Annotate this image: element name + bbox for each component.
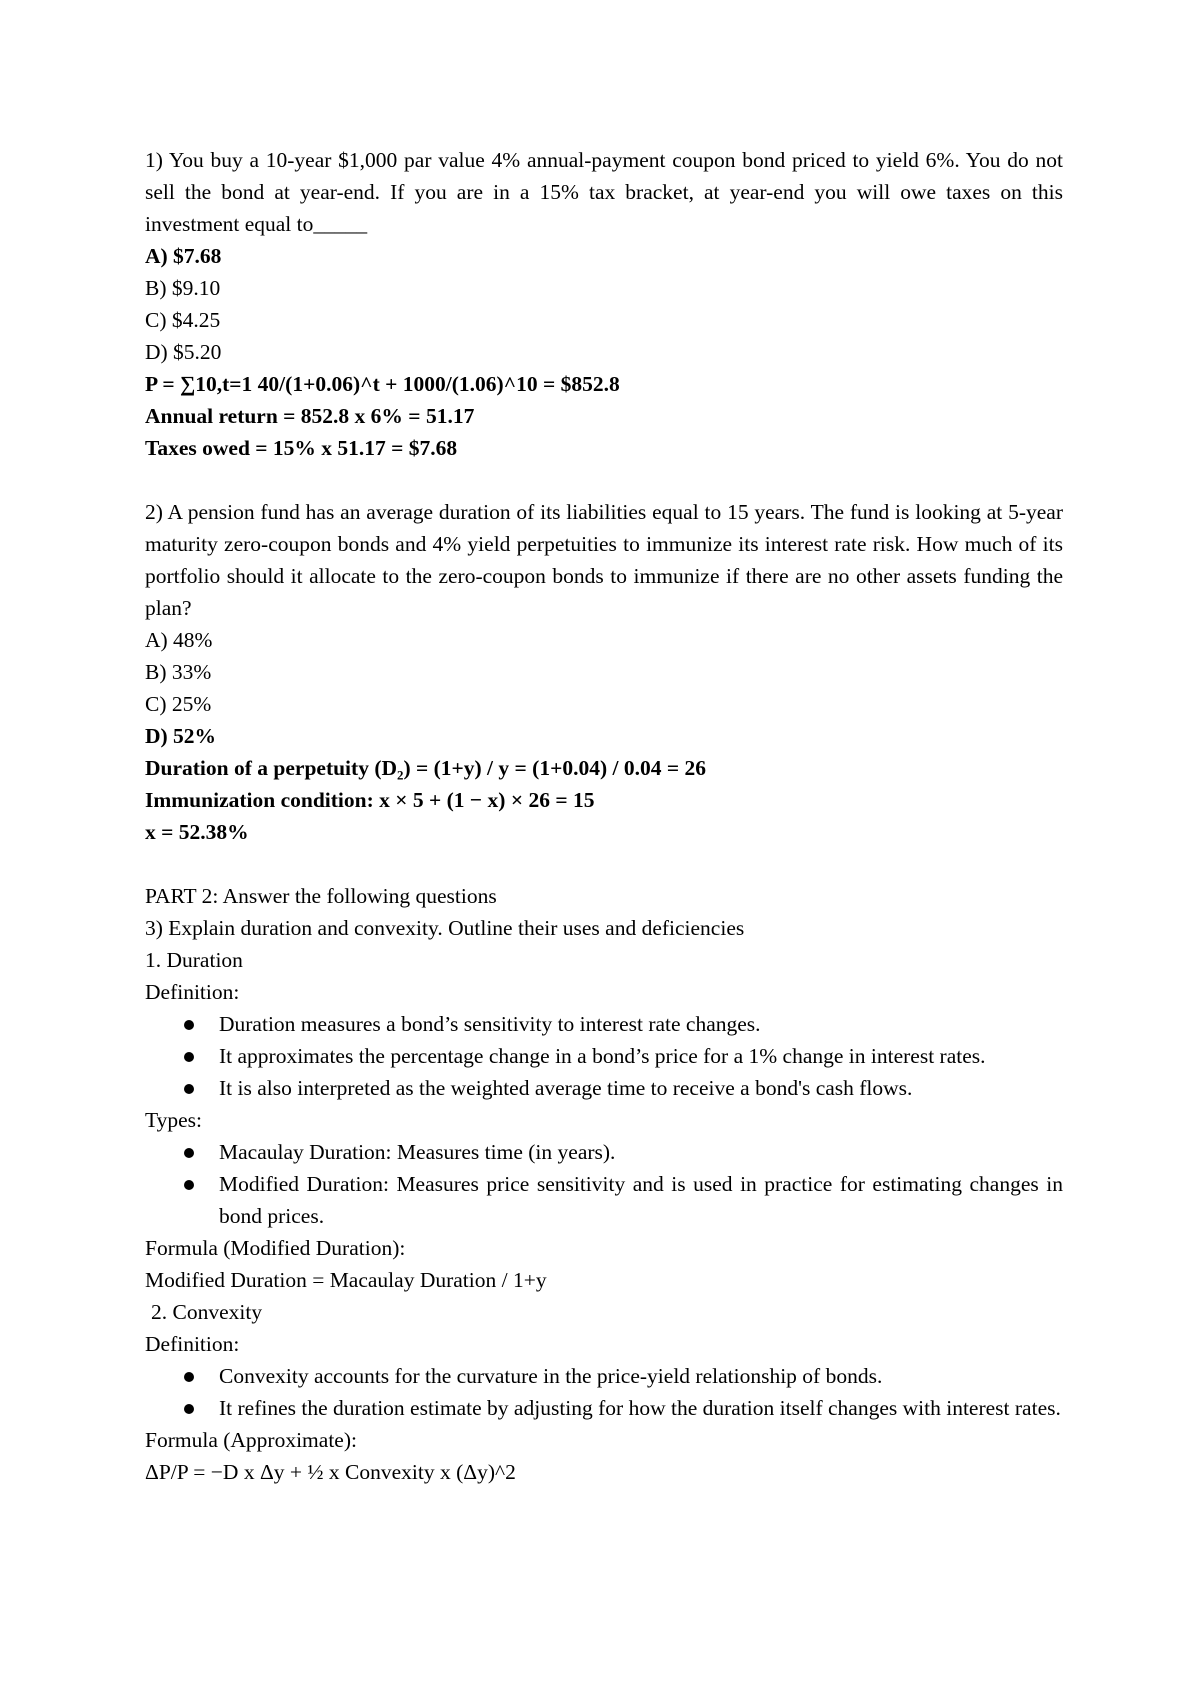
- list-item: [145, 1168, 1063, 1232]
- q1-solution-line: Annual return = 852.8 x 6% = 51.17: [145, 404, 475, 428]
- bullet-icon: [184, 1052, 194, 1062]
- list-item: [145, 1392, 1063, 1424]
- list-item: [145, 1040, 1063, 1072]
- list-item-text: It approximates the percentage change in a bond’s price for a 1% change in interest rates.: [219, 1044, 986, 1068]
- bullet-icon: [184, 1404, 194, 1414]
- duration-definition-label: Definition:: [145, 980, 240, 1004]
- q3-question: 3) Explain duration and convexity. Outline their uses and deficiencies: [145, 916, 745, 940]
- q2-option-c: C) 25%: [145, 692, 212, 716]
- list-item-text: Macaulay Duration: Measures time (in years).: [219, 1140, 616, 1164]
- spacer: [145, 848, 1063, 880]
- part2-heading: PART 2: Answer the following questions: [145, 884, 497, 908]
- convexity-formula-label: Formula (Approximate):: [145, 1428, 357, 1452]
- q2-option-a: A) 48%: [145, 628, 213, 652]
- bullet-icon: [184, 1372, 194, 1382]
- list-item: [145, 1360, 1063, 1392]
- list-item: [145, 1008, 1063, 1040]
- duration-formula: Modified Duration = Macaulay Duration / 1+y: [145, 1268, 547, 1292]
- list-item: [145, 1136, 1063, 1168]
- q2-solution-line: Duration of a perpetuity (D₂) = (1+y) / y = (1+0.04) / 0.04 = 26: [145, 756, 706, 780]
- convexity-title: 2. Convexity: [151, 1300, 263, 1324]
- document-page: [145, 144, 1063, 1488]
- list-item-text: It is also interpreted as the weighted average time to receive a bond's cash flows.: [219, 1076, 913, 1100]
- list-item-text: It refines the duration estimate by adjusting for how the duration itself changes with interest rates.: [219, 1396, 1061, 1420]
- convexity-definition-list: [145, 1360, 1063, 1424]
- q1-option-d: D) $5.20: [145, 340, 222, 364]
- bullet-icon: [184, 1180, 194, 1190]
- list-item-text: Modified Duration: Measures price sensitivity and is used in practice for estimating changes in bond prices.: [219, 1172, 1063, 1228]
- q1-option-b: B) $9.10: [145, 276, 221, 300]
- list-item: [145, 1072, 1063, 1104]
- convexity-definition-label: Definition:: [145, 1332, 240, 1356]
- bullet-icon: [184, 1020, 194, 1030]
- q1-option-a: A) $7.68: [145, 244, 222, 268]
- list-item-text: Duration measures a bond’s sensitivity to interest rate changes.: [219, 1012, 761, 1036]
- spacer: [145, 464, 1063, 496]
- q2-option-b: B) 33%: [145, 660, 212, 684]
- bullet-icon: [184, 1084, 194, 1094]
- convexity-formula: ΔP/P = −D x Δy + ½ x Convexity x (Δy)^2: [145, 1460, 516, 1484]
- q2-solution-line: x = 52.38%: [145, 820, 249, 844]
- q2-option-d: D) 52%: [145, 724, 217, 748]
- duration-title: 1. Duration: [145, 948, 243, 972]
- duration-types-list: [145, 1136, 1063, 1232]
- duration-types-label: Types:: [145, 1108, 203, 1132]
- q1-option-c: C) $4.25: [145, 308, 221, 332]
- list-item-text: Convexity accounts for the curvature in the price-yield relationship of bonds.: [219, 1364, 883, 1388]
- q1-question: 1) You buy a 10-year $1,000 par value 4% annual-payment coupon bond priced to yield 6%. You do not sell the bond at year-end. If you are in a 15% tax bracket, at year-end you will owe taxes on this investment equal to_____: [145, 148, 1063, 236]
- duration-formula-label: Formula (Modified Duration):: [145, 1236, 406, 1260]
- bullet-icon: [184, 1148, 194, 1158]
- q2-solution-line: Immunization condition: x × 5 + (1 − x) × 26 = 15: [145, 788, 595, 812]
- q1-solution-line: P = ∑10,t=1 40/(1+0.06)^t + 1000/(1.06)^10 = $852.8: [145, 372, 620, 396]
- duration-definition-list: [145, 1008, 1063, 1104]
- q2-question: 2) A pension fund has an average duration of its liabilities equal to 15 years. The fund is looking at 5-year maturity zero-coupon bonds and 4% yield perpetuities to immunize its interest rate risk. How much of its portfolio should it allocate to the zero-coupon bonds to immunize if there are no other assets funding the plan?: [145, 500, 1063, 620]
- q1-solution-line: Taxes owed = 15% x 51.17 = $7.68: [145, 436, 458, 460]
